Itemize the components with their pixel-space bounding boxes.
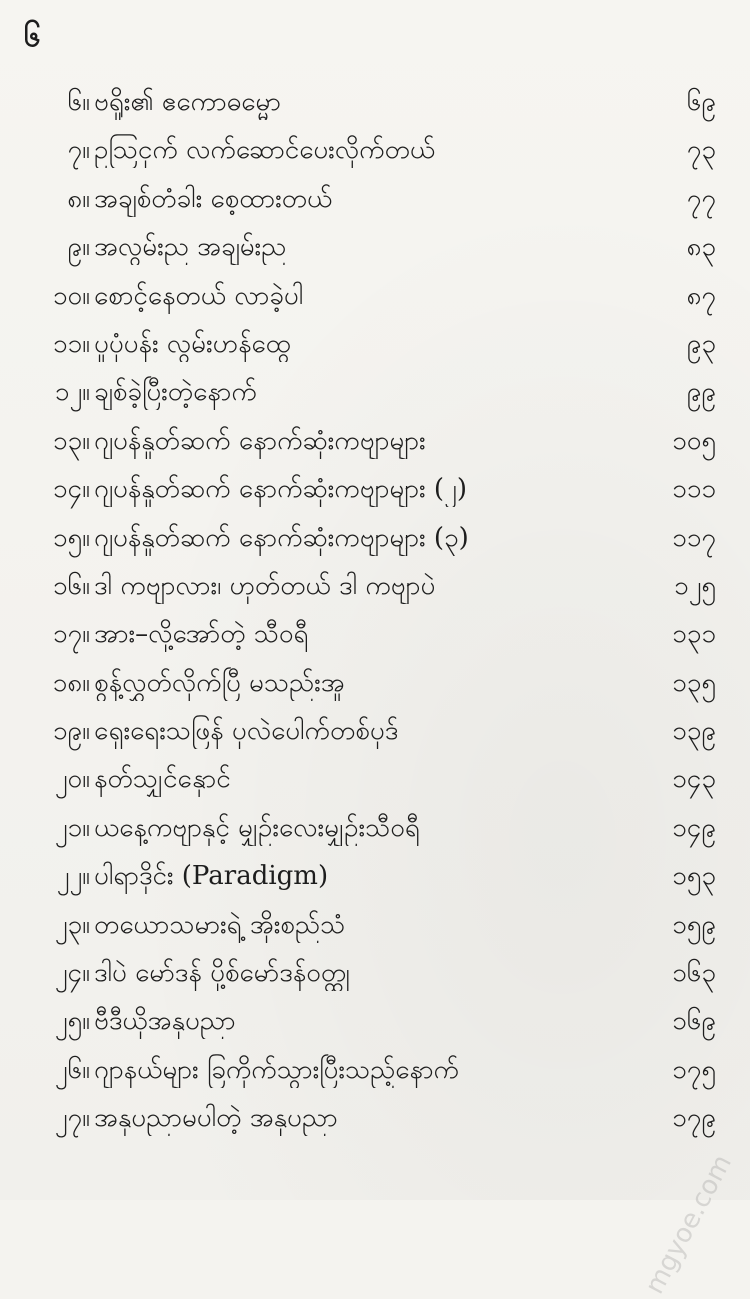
entry-number: ၆။ bbox=[67, 87, 90, 117]
entry-page: ၁၇၉ bbox=[672, 1103, 716, 1134]
toc-entry bbox=[0, 854, 750, 902]
toc-entry bbox=[0, 951, 750, 999]
toc-entry bbox=[0, 1048, 750, 1096]
toc-entry bbox=[0, 274, 750, 322]
entry-number: ၁၈။ bbox=[52, 667, 90, 698]
entry-title: စွန့်လွှတ်လိုက်ပြီ မသည်းအူ bbox=[94, 667, 345, 698]
entry-number: ၂၃။ bbox=[54, 909, 90, 940]
entry-number: ၂၁။ bbox=[54, 812, 90, 843]
entry-title: ချစ်ခဲ့ပြီးတဲ့နောက် bbox=[94, 377, 257, 408]
toc-entry bbox=[0, 128, 750, 176]
entry-page: ၈၇ bbox=[686, 280, 716, 311]
entry-title: အား–လို့အော်တဲ့ သီဝရီ bbox=[94, 619, 309, 650]
table-of-contents bbox=[0, 80, 750, 1145]
entry-title: ဒါ ကဗျာလား၊ ဟုတ်တယ် ဒါ ကဗျာပဲ bbox=[94, 570, 436, 601]
entry-title: ဥသြငှက် လက်ဆောင်ပေးလိုက်တယ် bbox=[94, 135, 436, 166]
entry-page: ၁၆၉ bbox=[672, 1006, 716, 1037]
entry-title: စောင့်နေတယ် လာခဲ့ပါ bbox=[94, 280, 304, 311]
entry-number: ၁၇။ bbox=[52, 619, 90, 650]
entry-number: ၂၆။ bbox=[54, 1054, 90, 1085]
toc-entry bbox=[0, 370, 750, 418]
entry-title: ဂျပန်နှုတ်ဆက် နောက်ဆုံးကဗျာများ (၃) bbox=[94, 522, 469, 553]
entry-number: ၁၃။ bbox=[52, 425, 90, 456]
entry-title: တယောသမားရဲ့ အိုးစည်သံ bbox=[94, 909, 346, 940]
entry-number: ၂၇။ bbox=[54, 1103, 90, 1134]
entry-number: ၂၅။ bbox=[54, 1006, 90, 1037]
entry-page: ၁၁၇ bbox=[672, 522, 716, 553]
entry-title: ဗီဒီယိုအနုပညာ bbox=[94, 1006, 236, 1037]
entry-number: ၂၂။ bbox=[56, 861, 90, 892]
toc-entry bbox=[0, 806, 750, 854]
entry-title: အချစ်တံခါး စေ့ထားတယ် bbox=[94, 183, 333, 214]
toc-entry bbox=[0, 1096, 750, 1144]
toc-entry bbox=[0, 999, 750, 1047]
toc-entry bbox=[0, 709, 750, 757]
entry-number: ၁၁။ bbox=[52, 328, 90, 359]
entry-title: ဂျာနယ်များ ခြကိုက်သွားပြီးသည့်နောက် bbox=[94, 1054, 459, 1085]
entry-number: ၁၆။ bbox=[52, 570, 90, 601]
entry-page: ၁၄၃ bbox=[672, 764, 716, 795]
toc-entry bbox=[0, 419, 750, 467]
toc-entry bbox=[0, 322, 750, 370]
page-number: ၆ bbox=[24, 19, 41, 54]
entry-number: ၁၉။ bbox=[52, 716, 90, 747]
entry-title: ပူပုံပန်း လွမ်းဟန်ထွေ bbox=[94, 328, 291, 359]
entry-page: ၁၄၉ bbox=[672, 812, 716, 843]
entry-page: ၁၅၃ bbox=[672, 861, 716, 892]
entry-number: ၂၄။ bbox=[54, 958, 90, 989]
entry-page: ၇၇ bbox=[686, 183, 716, 214]
entry-title: အလွမ်းည အချမ်းည bbox=[94, 232, 287, 263]
entry-page: ၁၀၅ bbox=[672, 425, 716, 456]
entry-title: ဒါပဲ မော်ဒန် ပို့စ်မော်ဒန်ဝတ္ထု bbox=[94, 958, 350, 989]
entry-page: ၁၃၅ bbox=[672, 667, 716, 698]
entry-page: ၇၃ bbox=[686, 135, 716, 166]
entry-number: ၁၂။ bbox=[54, 377, 90, 408]
entry-title: ရှေးရေးသဖြန် ပုလဲပေါက်တစ်ပုဒ် bbox=[94, 716, 399, 747]
toc-entry bbox=[0, 467, 750, 515]
entry-page: ၁၆၃ bbox=[672, 958, 716, 989]
toc-entry bbox=[0, 612, 750, 660]
entry-number: ၁၄။ bbox=[52, 474, 90, 505]
toc-entry bbox=[0, 757, 750, 805]
entry-page: ၆၉ bbox=[686, 87, 716, 117]
toc-entry bbox=[0, 564, 750, 612]
entry-number: ၂၀။ bbox=[54, 764, 90, 795]
toc-entry bbox=[0, 661, 750, 709]
entry-title: နတ်သျှင်နှောင် bbox=[94, 764, 231, 795]
entry-page: ၁၃၁ bbox=[672, 619, 716, 650]
entry-number: ၈။ bbox=[67, 183, 90, 214]
entry-number: ၁၀။ bbox=[52, 280, 90, 311]
toc-entry bbox=[0, 225, 750, 273]
entry-title: အနုပညာမပါတဲ့ အနုပညာ bbox=[94, 1103, 338, 1134]
watermark: mgyoe.com bbox=[639, 1149, 738, 1299]
entry-page: ၉၃ bbox=[686, 328, 716, 359]
entry-page: ၁၇၅ bbox=[672, 1054, 716, 1085]
entry-page: ၉၉ bbox=[686, 377, 716, 408]
entry-page: ၁၃၉ bbox=[672, 716, 716, 747]
toc-entry bbox=[0, 903, 750, 951]
entry-title: ဂျပန်နှုတ်ဆက် နောက်ဆုံးကဗျာများ bbox=[94, 425, 426, 456]
entry-page: ၁၅၉ bbox=[672, 909, 716, 940]
entry-title: ယနေ့ကဗျာနှင့် မျှဉ်းလေးမျှဉ်းသီဝရီ bbox=[94, 812, 420, 843]
toc-entry bbox=[0, 177, 750, 225]
entry-number: ၁၅။ bbox=[52, 522, 90, 553]
entry-title: ဂျပန်နှုတ်ဆက် နောက်ဆုံးကဗျာများ (၂) bbox=[94, 474, 467, 505]
entry-page: ၁၁၁ bbox=[672, 474, 716, 505]
entry-page: ၁၂၅ bbox=[673, 570, 716, 601]
entry-number: ၇။ bbox=[67, 135, 90, 166]
toc-entry bbox=[0, 80, 750, 128]
toc-entry bbox=[0, 516, 750, 564]
entry-title: ပါရာဒိုင်း (Paradigm) bbox=[94, 861, 329, 892]
entry-title: ဗရှိုး၏ ဧကောဓမ္မော bbox=[94, 87, 281, 117]
entry-number: ၉။ bbox=[67, 232, 90, 263]
entry-page: ၈၃ bbox=[686, 232, 716, 263]
